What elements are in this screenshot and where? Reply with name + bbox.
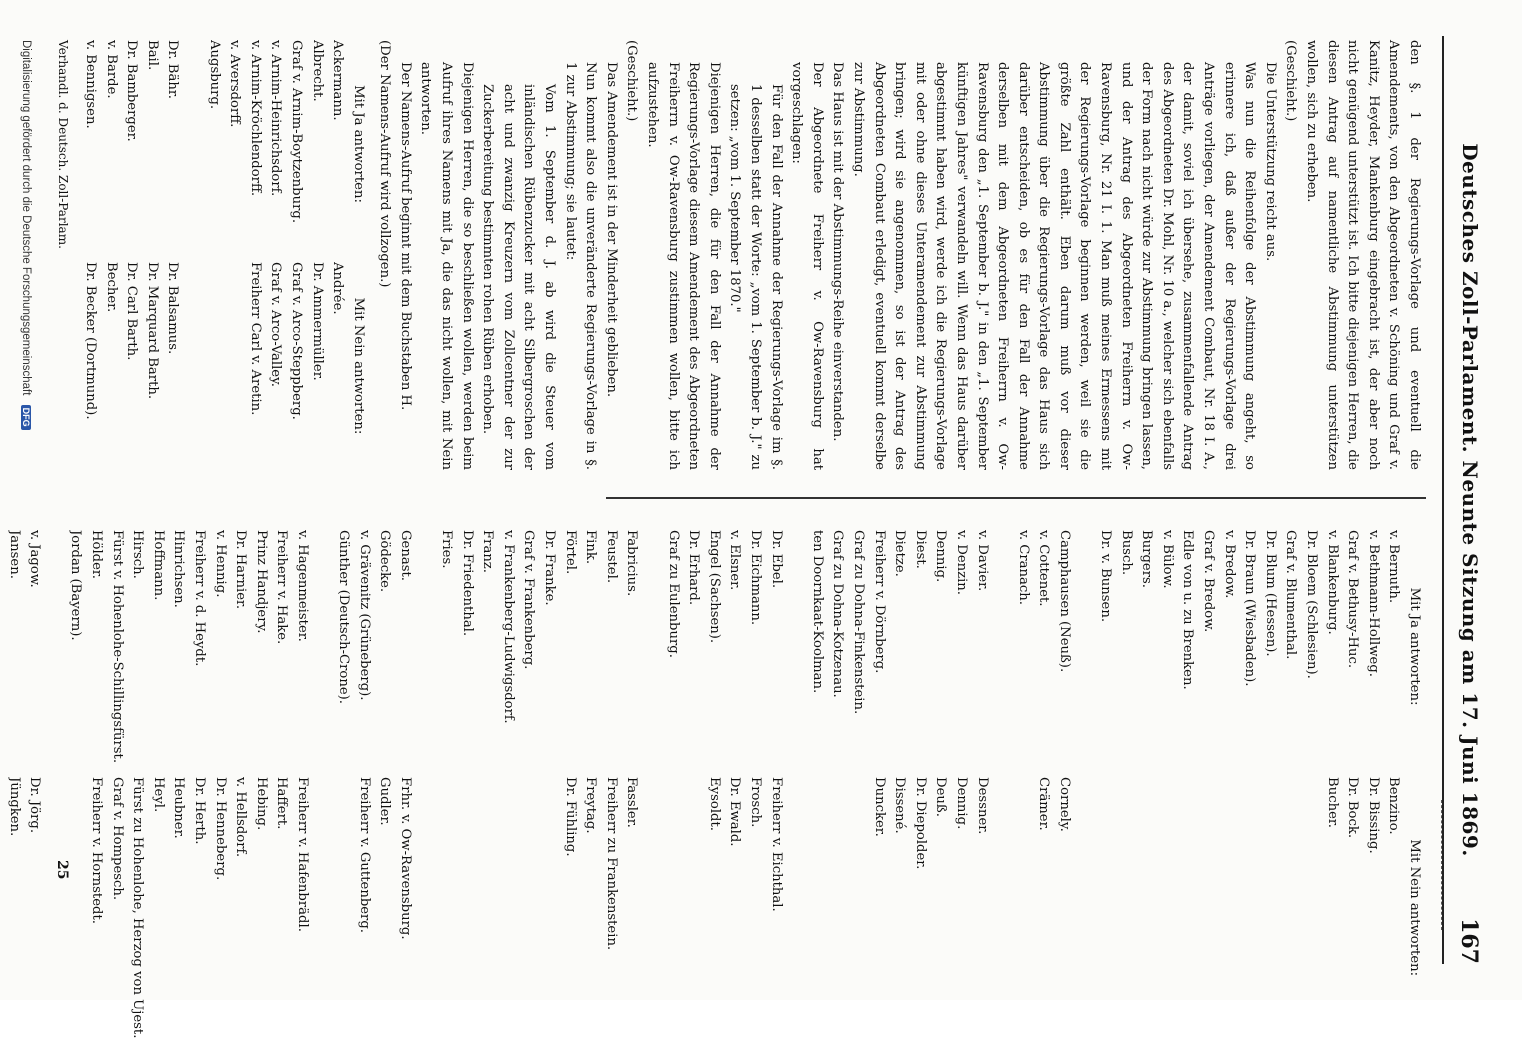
member-name	[312, 777, 333, 1038]
digitization-notice	[20, 40, 32, 960]
member-name: Graf v. Frankenberg.	[521, 530, 537, 670]
paragraph: Was nun die Reihenfolge der Abstimmung angeht, so erinnere ich, daß außer der Regierungs-Vorlage drei Anträge vorliegen, der Amendement Combaut, Nr. 18 I. A., der damit, soviel ich übersehe, zusammenfallende Antrag des Abgeordneten Dr. Mohl, Nr. 10 a., welcher sich ebenfalls der Form nach nicht würde zur Abstimmung bringen lassen, und der Antrag des Abgeordneten Freiherrn v. Ow-Ravensburg, Nr. 21 I. 1. Man muß meines Ermessens mit der Regierungs-Vorlage beginnen werden, weil sie die größte Zahl enthält. Eben darum muß vor dieser Abstimmung über die Regierungs-Vorlage das Haus sich darüber entscheiden, ob es für den Fall der Annahme derselben mit dem Abgeordneten Freiherrn v. Ow-Ravensburg den „1. September b. J." in den „1. September künftigen Jahres" verwandeln will. Wenn das Haus darüber abgestimmt haben wird, werde ich die Regierungs-Vorlage mit oder ohne dieses Unteramendement zur Abstimmung bringen; wird sie angenommen, so ist der Antrag des Abgeordneten Combaut erledigt, eventuell kommt derselbe zur Abstimmung.	[850, 62, 1258, 470]
member-name: Dr. Bamberger.	[124, 40, 140, 142]
member-name: Cornely.	[1056, 777, 1072, 832]
member-name: v. Bennigsen.	[83, 40, 98, 129]
member-name: Fries.	[439, 530, 455, 569]
member-name: Dr. Marquard Barth.	[144, 262, 160, 400]
header-dash	[1441, 800, 1442, 930]
member-name: ten Doornkaat-Koolman.	[809, 530, 825, 694]
paragraph: den §. 1 der Regierungs-Vorlage und eventuell die Amendements, von den Abgeordneten v. Schöning und Graf v. Kanitz, Heyder, Mankenburg eingebracht ist, der aber noch nicht genügend unterstützt ist. Ich bitte diejenigen Herren, die diesen Antrag auf namentliche Abstimmung unterstützen wollen, sich zu erheben.	[1304, 40, 1422, 470]
member-name: v. Grävenitz (Grüneberg).	[356, 530, 372, 701]
member-name	[1115, 777, 1136, 1038]
member-name: Dr. Bissing.	[1365, 777, 1381, 854]
member-name: Feustel.	[603, 530, 619, 584]
member-name: Duncker.	[871, 777, 887, 837]
member-name: Heubner.	[171, 777, 187, 839]
member-name: Frhr. v. Ow-Ravensburg.	[397, 777, 413, 940]
member-name	[847, 777, 868, 1038]
member-name: Graf v. Hompesch.	[109, 777, 125, 901]
vote-lists-left	[79, 40, 367, 470]
paragraph: Diejenigen Herren, die so beschließen wollen, werden beim Aufruf ihres Namens mit Ja, die das nicht wollen, mit Nein antworten.	[418, 62, 475, 470]
paragraph: Nun kommt also die unveränderte Regierungs-Vorlage in §. 1 zur Abstimmung; sie lautet:	[562, 62, 599, 470]
member-name: v. Davier.	[974, 530, 990, 592]
member-name: Dr. Jörg.	[27, 777, 43, 834]
member-name	[44, 777, 65, 1038]
member-name	[1197, 777, 1218, 1038]
column-divider	[606, 497, 1426, 499]
member-name: Fürst v. Hohenlohe-Schillingsfürst.	[109, 530, 125, 764]
member-name: Günther (Deutsch-Crone).	[336, 530, 352, 705]
member-name	[641, 777, 662, 1038]
no-list	[0, 777, 1424, 1038]
member-name: v. Hagenmeister.	[294, 530, 310, 642]
paragraph: Die Unterstützung reicht aus.	[1262, 62, 1278, 262]
dfg-logo: DFG	[21, 405, 31, 430]
member-name: Andrée.	[330, 262, 346, 315]
member-name: Dr. Bloem (Schlesien).	[1304, 530, 1320, 679]
member-name: Graf v. Arco-Valley.	[268, 262, 284, 387]
member-name: Dr. Braun (Wiesbaden).	[1242, 530, 1258, 687]
member-name	[806, 777, 827, 1038]
member-name: Graf v. Bethusy-Huc.	[1345, 530, 1361, 669]
member-name: v. Jagow.	[27, 530, 43, 588]
stage-direction: (Geschieht.)	[624, 40, 640, 122]
member-name: Graf zu Dohna-Kotzenau.	[830, 530, 846, 698]
member-name	[477, 777, 498, 1038]
member-name: v. Elsner.	[727, 530, 743, 591]
member-name: Freiherr v. Hornstedt.	[89, 777, 104, 924]
member-name: Dr. Bähr.	[165, 40, 181, 99]
member-name	[333, 777, 354, 1038]
no-heading: Mit Nein antworten:	[350, 297, 366, 435]
member-name	[203, 262, 224, 470]
member-name: Dr. Ammermüller.	[309, 262, 325, 381]
member-name	[683, 777, 704, 1038]
member-name	[456, 777, 477, 1038]
member-name: Albrecht.	[309, 40, 325, 102]
member-name	[1177, 777, 1198, 1038]
member-name: Haffert.	[274, 777, 290, 830]
member-name	[1136, 777, 1157, 1038]
member-name: Dr. Harnier.	[233, 530, 249, 610]
member-name	[415, 530, 436, 763]
member-name	[1012, 777, 1033, 1038]
page-number: 167	[1456, 918, 1482, 964]
member-name: v. Bethmann-Hollweg.	[1365, 530, 1381, 677]
member-name: v. Aversdorff.	[227, 40, 243, 128]
yes-heading: Mit Ja antworten:	[350, 85, 366, 203]
member-name: Gödecke.	[377, 530, 393, 593]
member-name: Busch.	[1118, 530, 1134, 576]
member-name: Dr. Bock.	[1345, 777, 1361, 839]
member-name: Jansen.	[6, 530, 22, 579]
member-name: Fink.	[583, 530, 599, 565]
member-name	[1218, 777, 1239, 1038]
member-name: v. Cranach.	[1015, 530, 1031, 605]
member-name	[786, 777, 807, 1038]
page-title: Deutsches Zoll-Parlament. Neunte Sitzung am 17. Juni 1869.	[1458, 143, 1482, 857]
member-name: Dr. Erhard.	[686, 530, 702, 606]
member-name: v. Arnim-Kröchlendorff.	[247, 40, 263, 197]
member-name: Freiherr zu Frankenstein.	[603, 777, 619, 951]
member-name: v. Denzin.	[953, 530, 969, 595]
member-name: Dr. Henneberg.	[212, 777, 228, 881]
member-name: Bail.	[144, 40, 160, 71]
paragraph: Diejenigen Herren, die für den Fall der Annahme der Regierungs-Vorlage diesem Amendement des Abgeordneten Freiherrn v. Ow-Ravensburg zustimmen wollen, bitte ich aufzustehen.	[645, 62, 722, 470]
paragraph: Der Abgeordnete Freiherr v. Ow-Ravensburg hat vorgeschlagen:	[789, 62, 825, 470]
member-name	[0, 530, 3, 763]
member-name	[1095, 777, 1116, 1038]
member-name: Freytag.	[583, 777, 599, 834]
yes-heading: Mit Ja antworten:	[1407, 587, 1422, 706]
member-name	[436, 777, 457, 1038]
member-name: Freiherr v. Eichthal.	[768, 777, 784, 912]
member-name: Edle von u. zu Brenken.	[1180, 530, 1196, 690]
member-name	[538, 777, 559, 1038]
member-name: Augsburg.	[206, 40, 222, 110]
member-name: Dr. Balsamus.	[165, 262, 181, 355]
member-name	[992, 777, 1013, 1038]
member-name: Jordan (Bayern).	[68, 530, 84, 641]
member-name	[182, 40, 203, 248]
member-name: Crämer.	[1036, 777, 1052, 831]
member-name: Dr. v. Bunsen.	[1098, 530, 1114, 623]
member-name	[415, 777, 436, 1038]
member-name: Camphausen (Neuß).	[1056, 530, 1072, 673]
member-name: Fürst zu Hohenlohe, Herzog von Ujest.	[130, 777, 146, 1038]
digitization-text: Digitalisierung gefördert durch die Deutsche Forschungsgemeinschaft	[20, 40, 32, 396]
member-name: Engel (Sachsen).	[706, 530, 722, 644]
member-name: Förtel.	[562, 530, 578, 575]
member-name: Prinz Handjery.	[253, 530, 269, 634]
member-name: v. Frankenberg-Ludwigsdorf.	[500, 530, 516, 724]
no-list	[79, 262, 367, 470]
member-name: Fabricius.	[624, 530, 640, 597]
member-name	[1259, 777, 1280, 1038]
member-name: Dr. Herth.	[191, 777, 207, 845]
member-name: Becher.	[103, 262, 119, 313]
member-name: Jüngken.	[6, 777, 22, 837]
member-name: Diest.	[912, 530, 928, 569]
member-name: v. Hennig.	[212, 530, 228, 598]
member-name	[641, 530, 662, 763]
member-name: Graf v. Arnim-Boytzenburg.	[288, 40, 304, 224]
header-rule	[1442, 36, 1444, 964]
member-name	[1074, 777, 1095, 1038]
member-name	[1280, 777, 1301, 1038]
member-name: Graf v. Arco-Steppberg.	[288, 262, 304, 420]
member-name: Freiherr v. d. Heydt.	[191, 530, 207, 667]
member-name: Hirsch.	[130, 530, 146, 579]
page-header	[1452, 36, 1482, 964]
signature-number: 25	[54, 860, 70, 880]
left-column	[79, 40, 1424, 470]
member-name: Dr. Diepolder.	[912, 777, 928, 870]
member-name: Dissené.	[892, 777, 908, 834]
footer-note: Verhandl. d. Deutsch. Zoll-Parlam.	[56, 40, 70, 249]
member-name: Dr. Fühling.	[562, 777, 578, 857]
member-name	[827, 777, 848, 1038]
member-name: Dr. Becker (Dortmund).	[83, 262, 98, 420]
member-name	[992, 530, 1013, 763]
member-name: Benzino.	[1386, 777, 1402, 835]
quoted-amendment: Für den Fall der Annahme der Regierungs-Vorlage im §. 1 desselben statt der Worte: „vom 1. September b. J." zu setzen: „vom 1. September 1870."	[727, 84, 784, 470]
paragraph: Das Amendement ist in der Minderheit geblieben.	[603, 62, 619, 398]
no-heading: Mit Nein antworten:	[1407, 839, 1422, 977]
paragraph: Der Namens-Aufruf beginnt mit dem Buchstaben H.	[397, 62, 413, 411]
stage-direction: (Geschieht.)	[1283, 40, 1299, 122]
member-name: v. Bernuth.	[1386, 530, 1402, 604]
member-name: Graf v. Blumenthal.	[1283, 530, 1299, 660]
member-name: Hinrichsen.	[171, 530, 187, 608]
member-name: Burgers.	[1139, 530, 1155, 588]
member-name: Dessner.	[974, 777, 990, 835]
member-name: v. Cottenet.	[1036, 530, 1052, 607]
member-name: Freiherr v. Guttenberg.	[356, 777, 372, 933]
member-name	[312, 530, 333, 763]
member-name: Hoffmann.	[150, 530, 166, 601]
member-name	[1300, 777, 1321, 1038]
member-name	[786, 530, 807, 763]
member-name: Dr. Franke.	[542, 530, 558, 606]
member-name	[1239, 777, 1260, 1038]
yes-list	[79, 40, 367, 248]
member-name: Genast.	[397, 530, 413, 581]
member-name: Gudler.	[377, 777, 393, 826]
member-name: Dr. Eichmann.	[748, 530, 763, 626]
quoted-bill: Vom 1. September d. J. ab wird die Steuer vom inländischen Rübenzucker mit acht Silbergroschen der acht und zwanzig Kreuzern vom Zollcentner der zur Zuckerbereitung bestimmten rohen Rüben erhoben.	[480, 84, 558, 470]
member-name: Dennig.	[953, 777, 969, 830]
member-name: Graf zu Dohna-Finkenstein.	[850, 530, 866, 715]
member-name	[65, 777, 86, 1038]
member-name: Hölder.	[89, 530, 104, 579]
member-name: v. Bredow.	[1221, 530, 1237, 599]
member-name: v. Arnim-Heinrichsdorf.	[268, 40, 284, 197]
member-name: Heyl.	[150, 777, 166, 813]
member-name	[518, 777, 539, 1038]
member-name: v. Bülow.	[1159, 530, 1175, 589]
member-name: Freiherr v. Hafenbrädl.	[294, 777, 310, 932]
member-name: Freiherr v. Dörnberg.	[871, 530, 887, 674]
member-name: Ackermann.	[330, 40, 346, 121]
member-name: Freiherr Carl v. Aretin.	[247, 262, 263, 416]
member-name: v. Hellsdorf.	[233, 777, 249, 858]
member-name	[182, 262, 203, 470]
member-name: Dr. Carl Barth.	[124, 262, 140, 361]
member-name: Franz.	[480, 530, 496, 573]
yes-list	[0, 530, 1424, 763]
member-name: Bucher.	[1324, 777, 1340, 828]
member-name: Dr. Friedenthal.	[459, 530, 475, 637]
member-name	[44, 530, 65, 763]
member-name	[224, 262, 245, 470]
member-name: Dr. Blum (Hessen).	[1262, 530, 1278, 657]
member-name: Freiherr v. Hake.	[274, 530, 290, 645]
member-name	[1156, 777, 1177, 1038]
paragraph: Das Haus ist mit der Abstimmungs-Reihe einverstanden.	[830, 62, 846, 442]
member-name	[497, 777, 518, 1038]
member-name: Dr. Ebel.	[768, 530, 784, 589]
member-name: Hebing.	[253, 777, 269, 831]
member-name: Dietze.	[892, 530, 908, 577]
member-name: Eysoldt.	[706, 777, 722, 831]
member-name: Frosch.	[748, 777, 763, 828]
vote-lists-right	[0, 530, 1424, 1038]
member-name: Deuß.	[933, 777, 949, 817]
member-name: Graf zu Eulenburg.	[665, 530, 681, 658]
member-name: v. Barde.	[103, 40, 119, 99]
member-name: Fassler.	[624, 777, 640, 828]
member-name: Graf v. Bredow.	[1201, 530, 1217, 633]
stage-direction: (Der Namens-Aufruf wird vollzogen.)	[377, 40, 393, 288]
member-name: Dennig.	[933, 530, 949, 583]
member-name: v. Blankenburg.	[1324, 530, 1340, 635]
right-column	[0, 530, 1424, 1038]
member-name: Dr. Ewald.	[727, 777, 743, 847]
member-name	[1074, 530, 1095, 763]
member-name	[662, 777, 683, 1038]
